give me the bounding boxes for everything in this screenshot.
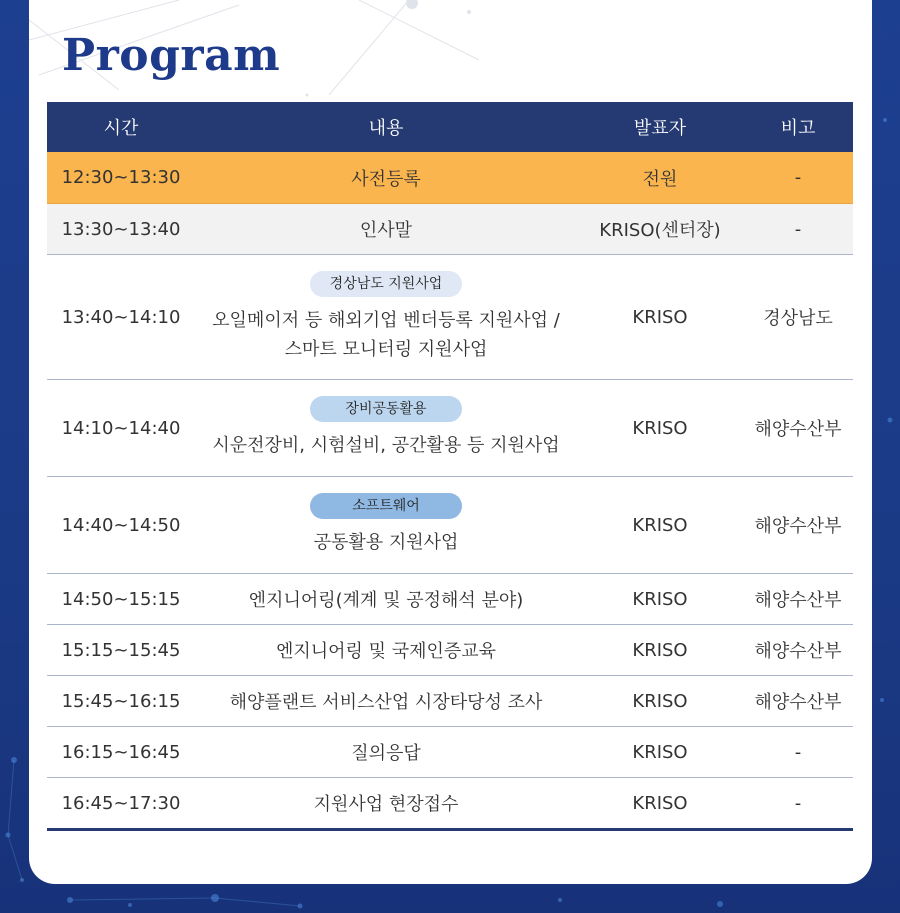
row-time: 13:40~14:10 (61, 306, 181, 328)
row-note: 해양수산부 (754, 419, 842, 440)
content-line-1: 오일메이저 등 해외기업 벤더등록 지원사업 / (212, 309, 560, 331)
row-presenter: KRISO (632, 741, 688, 763)
header-note: 비고 (780, 118, 816, 139)
header-content: 내용 (368, 118, 404, 139)
row-presenter: KRISO (632, 639, 688, 661)
table-row (47, 625, 853, 676)
row-presenter: KRISO (632, 514, 688, 536)
table-row (47, 778, 853, 831)
row-content: 엔지니어링(계계 및 공정해석 분야) (248, 590, 524, 611)
row-note: 해양수산부 (754, 692, 842, 713)
row-content: 인사말 (359, 220, 413, 241)
table-row (47, 727, 853, 778)
row-presenter: KRISO (632, 690, 688, 712)
row-content: 지원사업 현장접수 (313, 794, 459, 815)
row-presenter: KRISO (632, 588, 688, 610)
row-time: 14:40~14:50 (61, 514, 181, 536)
row-content: 엔지니어링 및 국제인증교육 (275, 641, 497, 662)
row-presenter: KRISO(센터장) (599, 220, 721, 241)
row-time: 15:15~15:45 (61, 639, 181, 661)
table-row (47, 255, 853, 380)
row-note: - (794, 218, 802, 240)
content-line-2: 스마트 모니터링 지원사업 (284, 338, 488, 360)
program-card (29, 0, 872, 884)
row-time: 15:45~16:15 (61, 690, 181, 712)
table-row (47, 152, 853, 204)
row-time: 14:50~15:15 (61, 588, 181, 610)
row-note: 해양수산부 (754, 641, 842, 662)
row-presenter: KRISO (632, 792, 688, 814)
header-time: 시간 (103, 118, 139, 139)
category-badge: 장비공동활용 (310, 396, 462, 422)
row-content: 질의응답 (351, 743, 421, 764)
program-table (47, 102, 853, 831)
row-time: 16:15~16:45 (61, 741, 181, 763)
table-row (47, 574, 853, 625)
row-content (195, 493, 577, 557)
table-row (47, 477, 853, 574)
row-presenter: KRISO (632, 417, 688, 439)
row-note: 해양수산부 (754, 590, 842, 611)
row-content: 해양플랜트 서비스산업 시장타당성 조사 (229, 692, 543, 713)
category-badge: 소프트웨어 (310, 493, 462, 519)
row-note: - (794, 741, 802, 763)
row-note: 해양수산부 (754, 516, 842, 537)
row-presenter: 전원 (642, 168, 678, 190)
table-row (47, 380, 853, 477)
row-time: 16:45~17:30 (61, 792, 181, 814)
header-presenter: 발표자 (633, 118, 687, 139)
row-content (195, 396, 577, 460)
row-note: - (794, 167, 802, 188)
row-content (195, 271, 577, 364)
category-badge: 경상남도 지원사업 (310, 271, 462, 297)
row-time: 13:30~13:40 (61, 218, 181, 240)
content-line-1: 공동활용 지원사업 (313, 532, 459, 553)
row-time: 14:10~14:40 (61, 417, 181, 439)
row-presenter: KRISO (632, 306, 688, 328)
row-note: - (794, 792, 802, 814)
row-time: 12:30~13:30 (61, 167, 181, 188)
table-row (47, 204, 853, 255)
table-row (47, 676, 853, 727)
row-content: 사전등록 (351, 168, 421, 190)
row-note: 경상남도 (763, 308, 833, 329)
page-title: Program (62, 30, 281, 81)
table-header (47, 102, 853, 152)
content-line-1: 시운전장비, 시험설비, 공간활용 등 지원사업 (212, 435, 560, 456)
